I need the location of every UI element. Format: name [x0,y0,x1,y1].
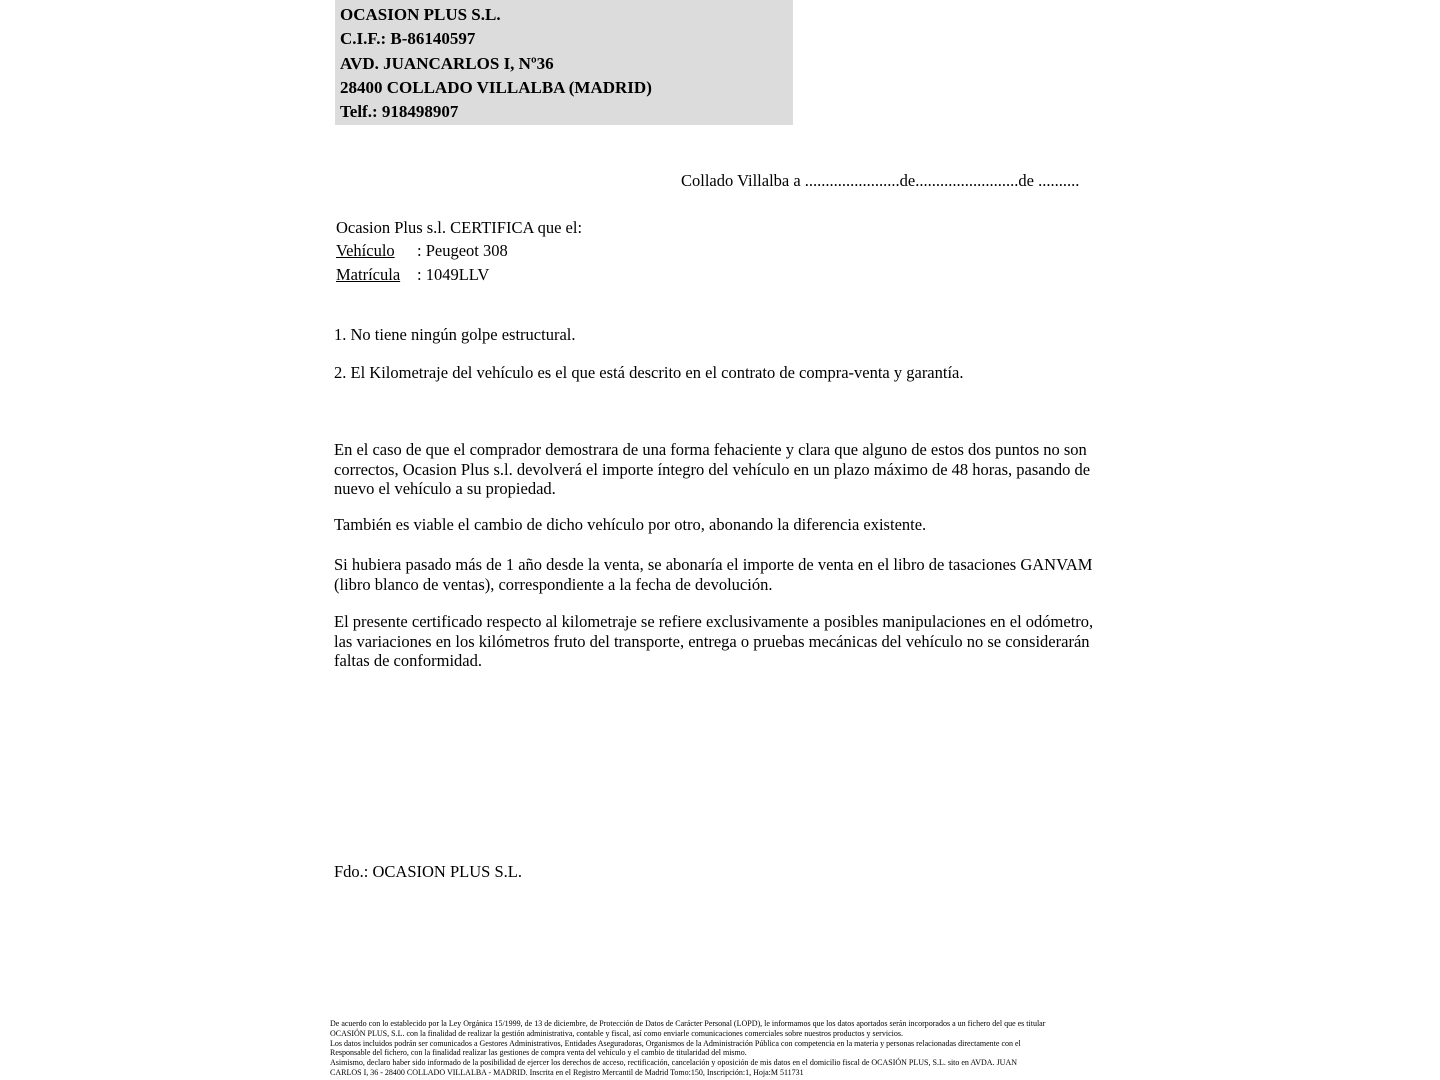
company-phone: Telf.: 918498907 [340,102,459,122]
certificate-intro: Ocasion Plus s.l. CERTIFICA que el: [336,218,583,237]
company-header-box [335,0,793,125]
plate-label: Matrícula [336,264,401,284]
company-address: AVD. JUANCARLOS I, Nº36 [340,53,554,73]
paragraph-odometer: El presente certificado respecto al kilometraje se refiere exclusivamente a posibles manipulaciones en el odómetro, las variaciones en los kilómetros fruto del transporte, entrega o pruebas mecánicas del vehículo no se considerarán faltas de conformidad. [334,612,1094,671]
condition-point-1: 1. No tiene ningún golpe estructural. [334,325,576,344]
company-cif: C.I.F.: B-86140597 [340,29,476,49]
legal-line: Asimismo, declaro haber sido informado de la posibilidad de ejercer los derechos de acceso, rectificación, cancelación y oposición de mis datos en el domicilio fiscal de OCASIÓN PLUS, S.L. sito en AVDA. JUAN [330,1058,1018,1068]
paragraph-exchange: También es viable el cambio de dicho vehículo por otro, abonando la diferencia existente. [334,515,927,534]
vehicle-value: : Peugeot 308 [417,241,508,261]
legal-line: OCASIÓN PLUS, S.L. con la finalidad de realizar la gestión administrativa, contable y fiscal, así como enviarle comunicaciones comerciales sobre nuestros productos y servicios. [330,1028,903,1038]
legal-footer [330,1019,1120,1078]
certificate-block [336,216,582,286]
plate-value: : 1049LLV [417,264,490,284]
company-city: 28400 COLLADO VILLALBA (MADRID) [340,77,652,97]
legal-line: Los datos incluidos podrán ser comunicados a Gestores Administrativos, Entidades Aseguradoras, Organismos de la Administración Pública con competencia en la materia y personas relacionadas directamente con el [330,1038,1021,1048]
paragraph-ganvam: Si hubiera pasado más de 1 año desde la venta, se abonaría el importe de venta en el libro de tasaciones GANVAM (libro blanco de ventas), correspondiente a la fecha de devolución. [334,555,1093,594]
legal-line: CARLOS I, 36 - 28400 COLLADO VILLALBA - MADRID. Inscrita en el Registro Mercantil de Madrid Tomo:150, Inscripción:1, Hoja:M 511731 [330,1067,804,1077]
plate-row [336,263,582,286]
vehicle-row [336,239,582,262]
date-line: Collado Villalba a .......................de.........................de .......... [681,171,1080,190]
company-name: OCASION PLUS S.L. [340,5,501,24]
paragraph-refund: En el caso de que el comprador demostrara de una forma fehaciente y clara que alguno de estos dos puntos no son correctos, Ocasion Plus s.l. devolverá el importe íntegro del vehículo en un plazo máximo de 48 horas, pasando de nuevo el vehículo a su propiedad. [334,440,1091,499]
signature-line: Fdo.: OCASION PLUS S.L. [334,862,522,881]
condition-point-2: 2. El Kilometraje del vehículo es el que está descrito en el contrato de compra-venta y garantía. [334,363,964,382]
legal-line: Responsable del fichero, con la finalidad realizar las gestiones de compra venta del vehículo y el cambio de titularidad del mismo. [330,1048,747,1058]
vehicle-label: Vehículo [336,241,395,261]
legal-line: De acuerdo con lo establecido por la Ley Orgánica 15/1999, de 13 de diciembre, de Protección de Datos de Carácter Personal (LOPD), le informamos que los datos aportados serán incorporados a un fichero del que es titular [330,1019,1046,1028]
